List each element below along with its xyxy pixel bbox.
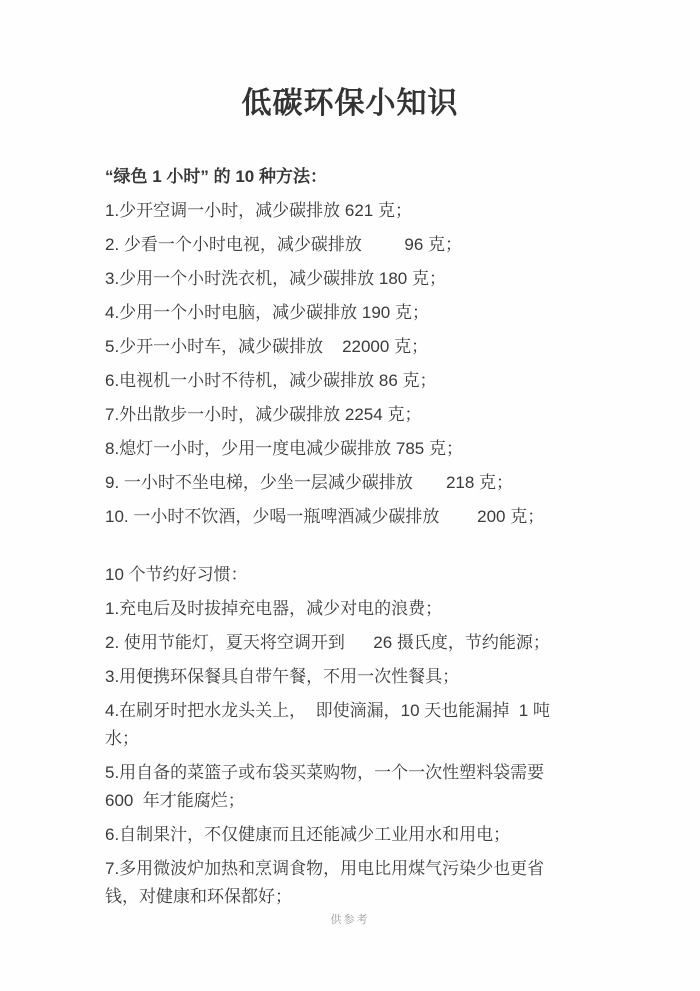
section1-item-4: 4.少用一个小时电脑，减少碳排放 190 克； bbox=[105, 303, 429, 322]
section2-item-4: 4.在刷牙时把水龙头关上， 即使滴漏，10 天也能漏掉 1 吨水； bbox=[105, 701, 550, 748]
footer-note: 供参考 bbox=[330, 914, 370, 926]
section2-item-2: 2. 使用节能灯，夏天将空调开到 26 摄氏度，节约能源； bbox=[105, 633, 550, 652]
section1-item-3: 3.少用一个小时洗衣机，减少碳排放 180 克； bbox=[105, 269, 446, 288]
section1-item-9: 9. 一小时不坐电梯，少坐一层减少碳排放 218 克； bbox=[105, 473, 514, 492]
section1-item-10: 10. 一小时不饮酒，少喝一瓶啤酒减少碳排放 200 克； bbox=[105, 507, 545, 526]
section2-item-5: 5.用自备的菜篮子或布袋买菜购物，一个一次性塑料袋需要 600 年才能腐烂； bbox=[105, 763, 549, 810]
document-body bbox=[105, 163, 557, 911]
section2-item-7: 7.多用微波炉加热和烹调食物，用电比用煤气污染少也更省钱，对健康和环保都好； bbox=[105, 859, 545, 906]
section1-item-2: 2. 少看一个小时电视，减少碳排放 96 克； bbox=[105, 235, 463, 254]
section2-item-6: 6.自制果汁，不仅健康而且还能减少工业用水和用电； bbox=[105, 825, 511, 844]
section1-heading: “绿色 1 小时” 的 10 种方法： bbox=[105, 167, 327, 186]
section1-item-7: 7.外出散步一小时，减少碳排放 2254 克； bbox=[105, 405, 422, 424]
section2-item-3: 3.用便携环保餐具自带午餐，不用一次性餐具； bbox=[105, 667, 460, 686]
section1-item-6: 6.电视机一小时不待机，减少碳排放 86 克； bbox=[105, 371, 437, 390]
document-title: 低碳环保小知识 bbox=[241, 87, 459, 120]
section2-item-1: 1.充电后及时拔掉充电器，减少对电的浪费； bbox=[105, 599, 443, 618]
section2-heading: 10 个节约好习惯： bbox=[105, 565, 248, 584]
section1-item-8: 8.熄灯一小时，少用一度电减少碳排放 785 克； bbox=[105, 439, 463, 458]
section1-item-5: 5.少开一小时车，减少碳排放 22000 克； bbox=[105, 337, 429, 356]
section1-item-1: 1.少开空调一小时，减少碳排放 621 克； bbox=[105, 201, 412, 220]
